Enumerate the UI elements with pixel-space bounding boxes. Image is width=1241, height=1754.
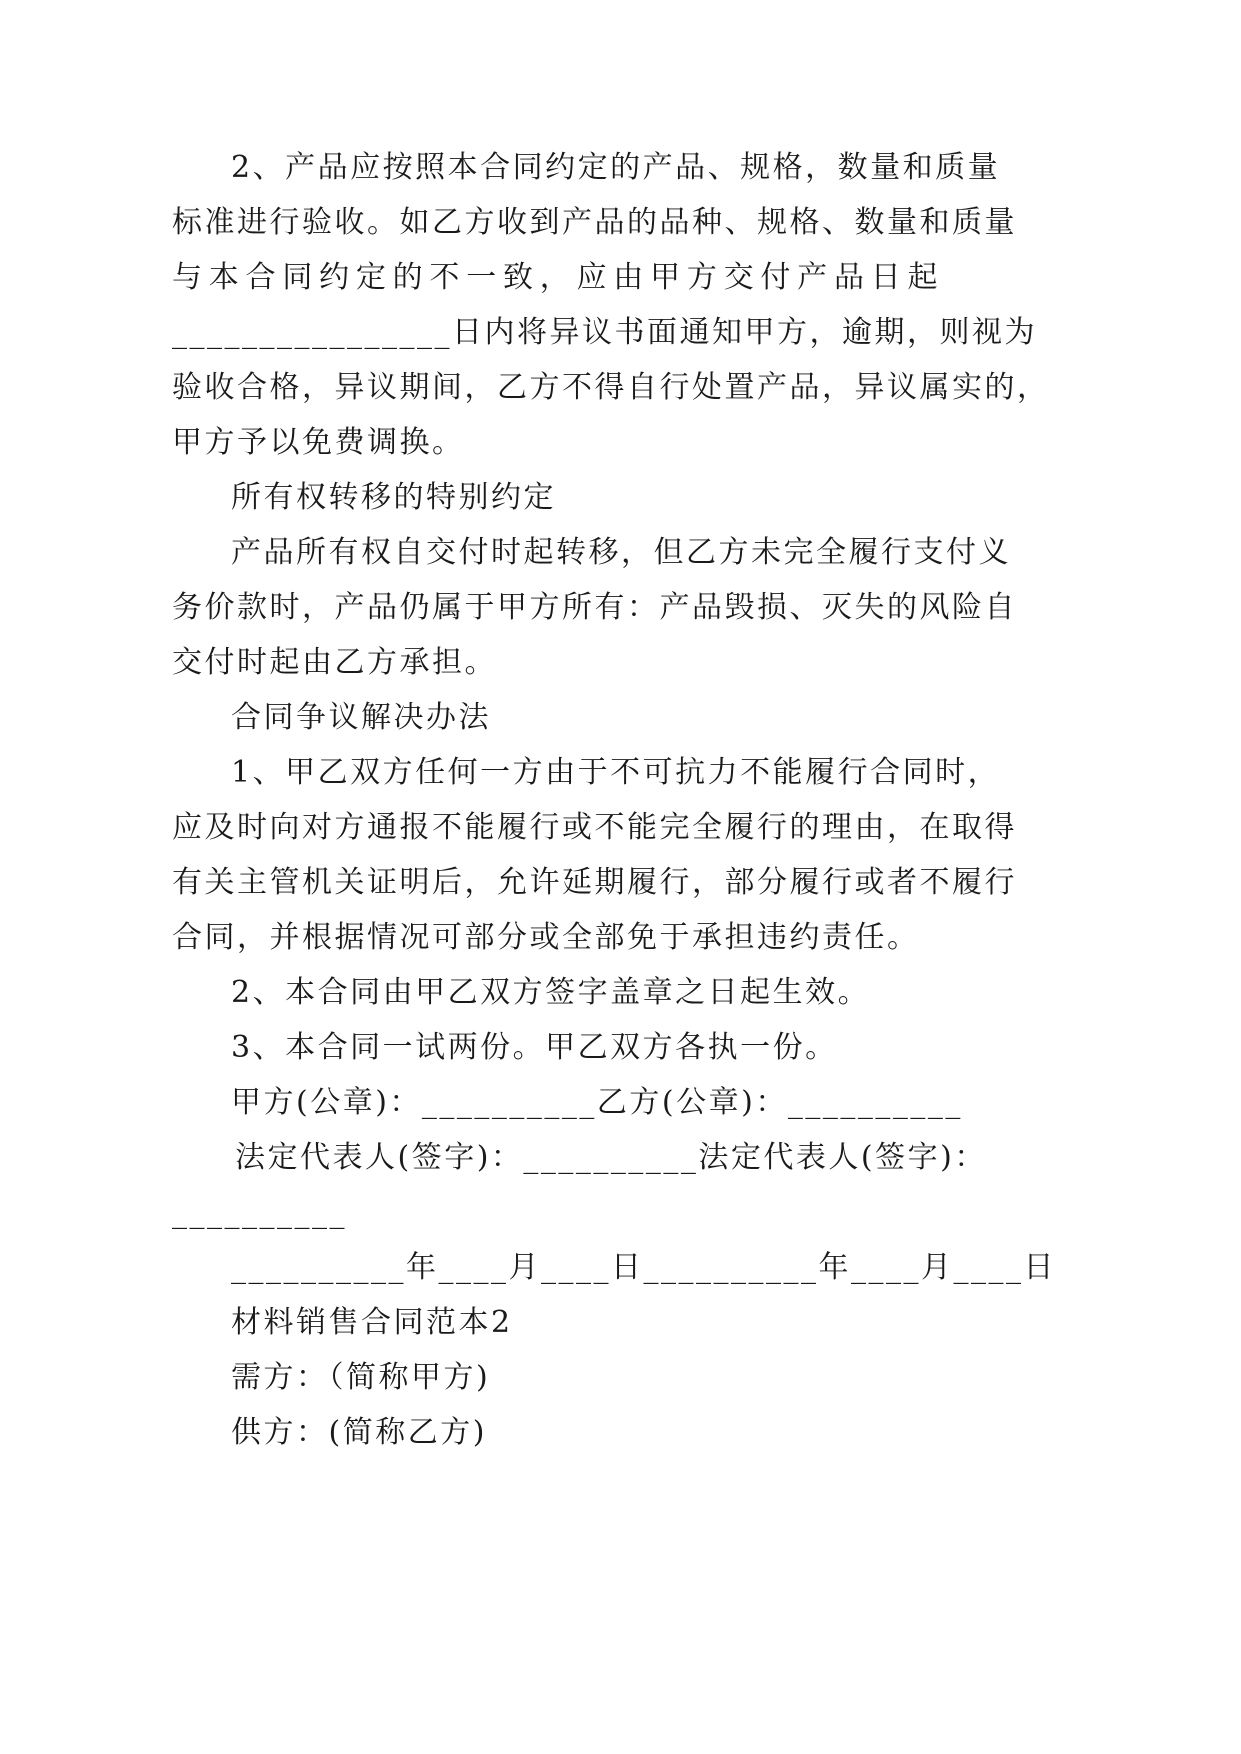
- dispute-1-line-2: 应及时向对方通报不能履行或不能完全履行的理由，在取得: [172, 810, 1017, 845]
- dispute-3: 3、本合同一试两份。甲乙双方各执一份。: [231, 1030, 838, 1065]
- ownership-line-2: 务价款时，产品仍属于甲方所有：产品毁损、灭失的风险自: [172, 590, 1017, 625]
- dispute-1-line-3: 有关主管机关证明后，允许延期履行，部分履行或者不履行: [172, 865, 1017, 900]
- dispute-1-line-1: 1、甲乙双方任何一方由于不可抗力不能履行合同时，: [231, 755, 1001, 790]
- ownership-heading: 所有权转移的特别约定: [231, 480, 556, 515]
- clause-2-line-1: 2、产品应按照本合同约定的产品、规格，数量和质量: [231, 150, 1001, 185]
- clause-2-line-3: 与本合同约定的不一致，应由甲方交付产品日起: [172, 260, 940, 295]
- dispute-heading: 合同争议解决办法: [231, 700, 491, 735]
- clause-2-line-5: 验收合格，异议期间，乙方不得自行处置产品，异议属实的，: [172, 370, 1050, 405]
- clause-2-line-2: 标准进行验收。如乙方收到产品的品种、规格、数量和质量: [172, 205, 1017, 240]
- ownership-line-3: 交付时起由乙方承担。: [172, 645, 497, 680]
- clause-2-line-4: ________________日内将异议书面通知甲方，逾期，则视为: [172, 315, 1037, 350]
- ownership-line-1: 产品所有权自交付时起转移，但乙方未完全履行支付义: [231, 535, 1011, 570]
- date-line: __________年____月____日__________年____月____日: [231, 1250, 1056, 1285]
- clause-2-line-6: 甲方予以免费调换。: [172, 425, 465, 460]
- next-contract-title: 材料销售合同范本2: [231, 1305, 513, 1340]
- dispute-1-line-4: 合同，并根据情况可部分或全部免于承担违约责任。: [172, 920, 920, 955]
- buyer-line: 需方：（简称甲方): [231, 1360, 491, 1395]
- supplier-line: 供方：(简称乙方): [231, 1415, 487, 1450]
- representative-line-continued: __________: [172, 1195, 347, 1230]
- dispute-2: 2、本合同由甲乙双方签字盖章之日起生效。: [231, 975, 871, 1010]
- representative-line: 法定代表人(签字)：__________法定代表人(签字)：: [235, 1140, 987, 1175]
- seal-line: 甲方(公章)：__________乙方(公章)：__________: [231, 1085, 963, 1120]
